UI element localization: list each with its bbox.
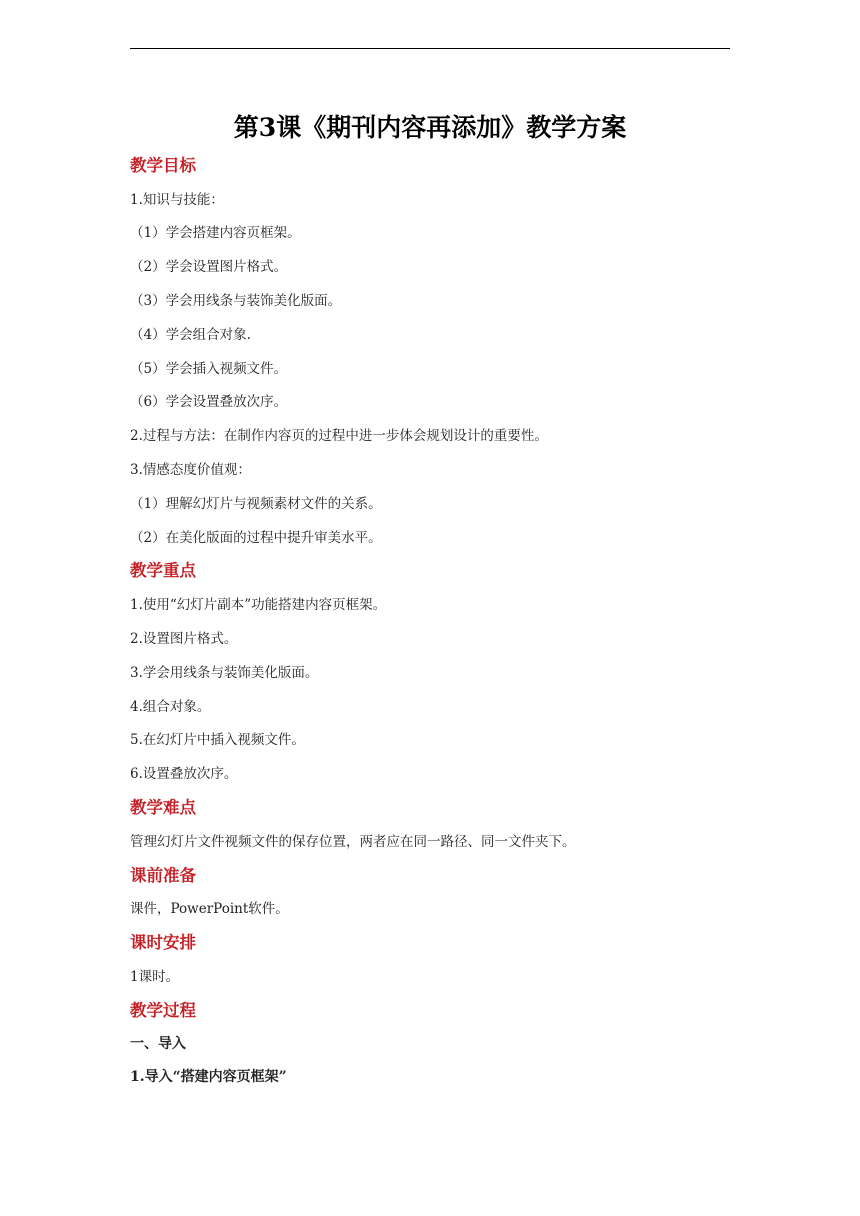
document-body [130,147,730,1093]
section-heading: 课时安排 [130,933,196,953]
paragraph-line: 3.学会用线条与装饰美化版面。 [130,664,319,681]
paragraph-line: 1课时。 [130,969,180,986]
subheading-line: 1.导入“搭建内容页框架” [130,1069,287,1086]
paragraph-line: （2）在美化版面的过程中提升审美水平。 [130,529,382,546]
paragraph-line: （5）学会插入视频文件。 [130,360,288,377]
section-heading: 教学过程 [130,1000,196,1020]
paragraph-line: 课件，PowerPoint软件。 [130,901,289,918]
section-heading: 课前准备 [130,865,196,885]
paragraph-line: （6）学会设置叠放次序。 [130,394,288,411]
paragraph-line: 管理幻灯片文件视频文件的保存位置，两者应在同一路径、同一文件夹下。 [130,833,576,850]
paragraph-line: 6.设置叠放次序。 [130,766,238,783]
paragraph-line: 5.在幻灯片中插入视频文件。 [130,732,305,749]
paragraph-line: 2.设置图片格式。 [130,631,238,648]
paragraph-line: 4.组合对象。 [130,698,211,715]
document-title: 第3课《期刊内容再添加》教学方案 [233,113,627,142]
paragraph-line: 1.知识与技能： [130,191,224,208]
paragraph-line: 3.情感态度价值观： [130,462,251,479]
paragraph-line: （1）学会搭建内容页框架。 [130,225,301,242]
paragraph-line: （1）理解幻灯片与视频素材文件的关系。 [130,495,382,512]
subheading-line: 一、导入 [130,1035,186,1052]
paragraph-line: （2）学会设置图片格式。 [130,259,288,276]
paragraph-line: 2.过程与方法：在制作内容页的过程中进一步体会规划设计的重要性。 [130,428,548,445]
header-rule [130,48,730,49]
paragraph-line: （3）学会用线条与装饰美化版面。 [130,293,342,310]
section-heading: 教学难点 [130,798,196,818]
section-heading: 教学重点 [130,561,196,581]
paragraph-line: （4）学会组合对象. [130,326,251,343]
paragraph-line: 1.使用“幻灯片副本”功能搭建内容页框架。 [130,597,387,614]
section-heading: 教学目标 [130,155,196,175]
